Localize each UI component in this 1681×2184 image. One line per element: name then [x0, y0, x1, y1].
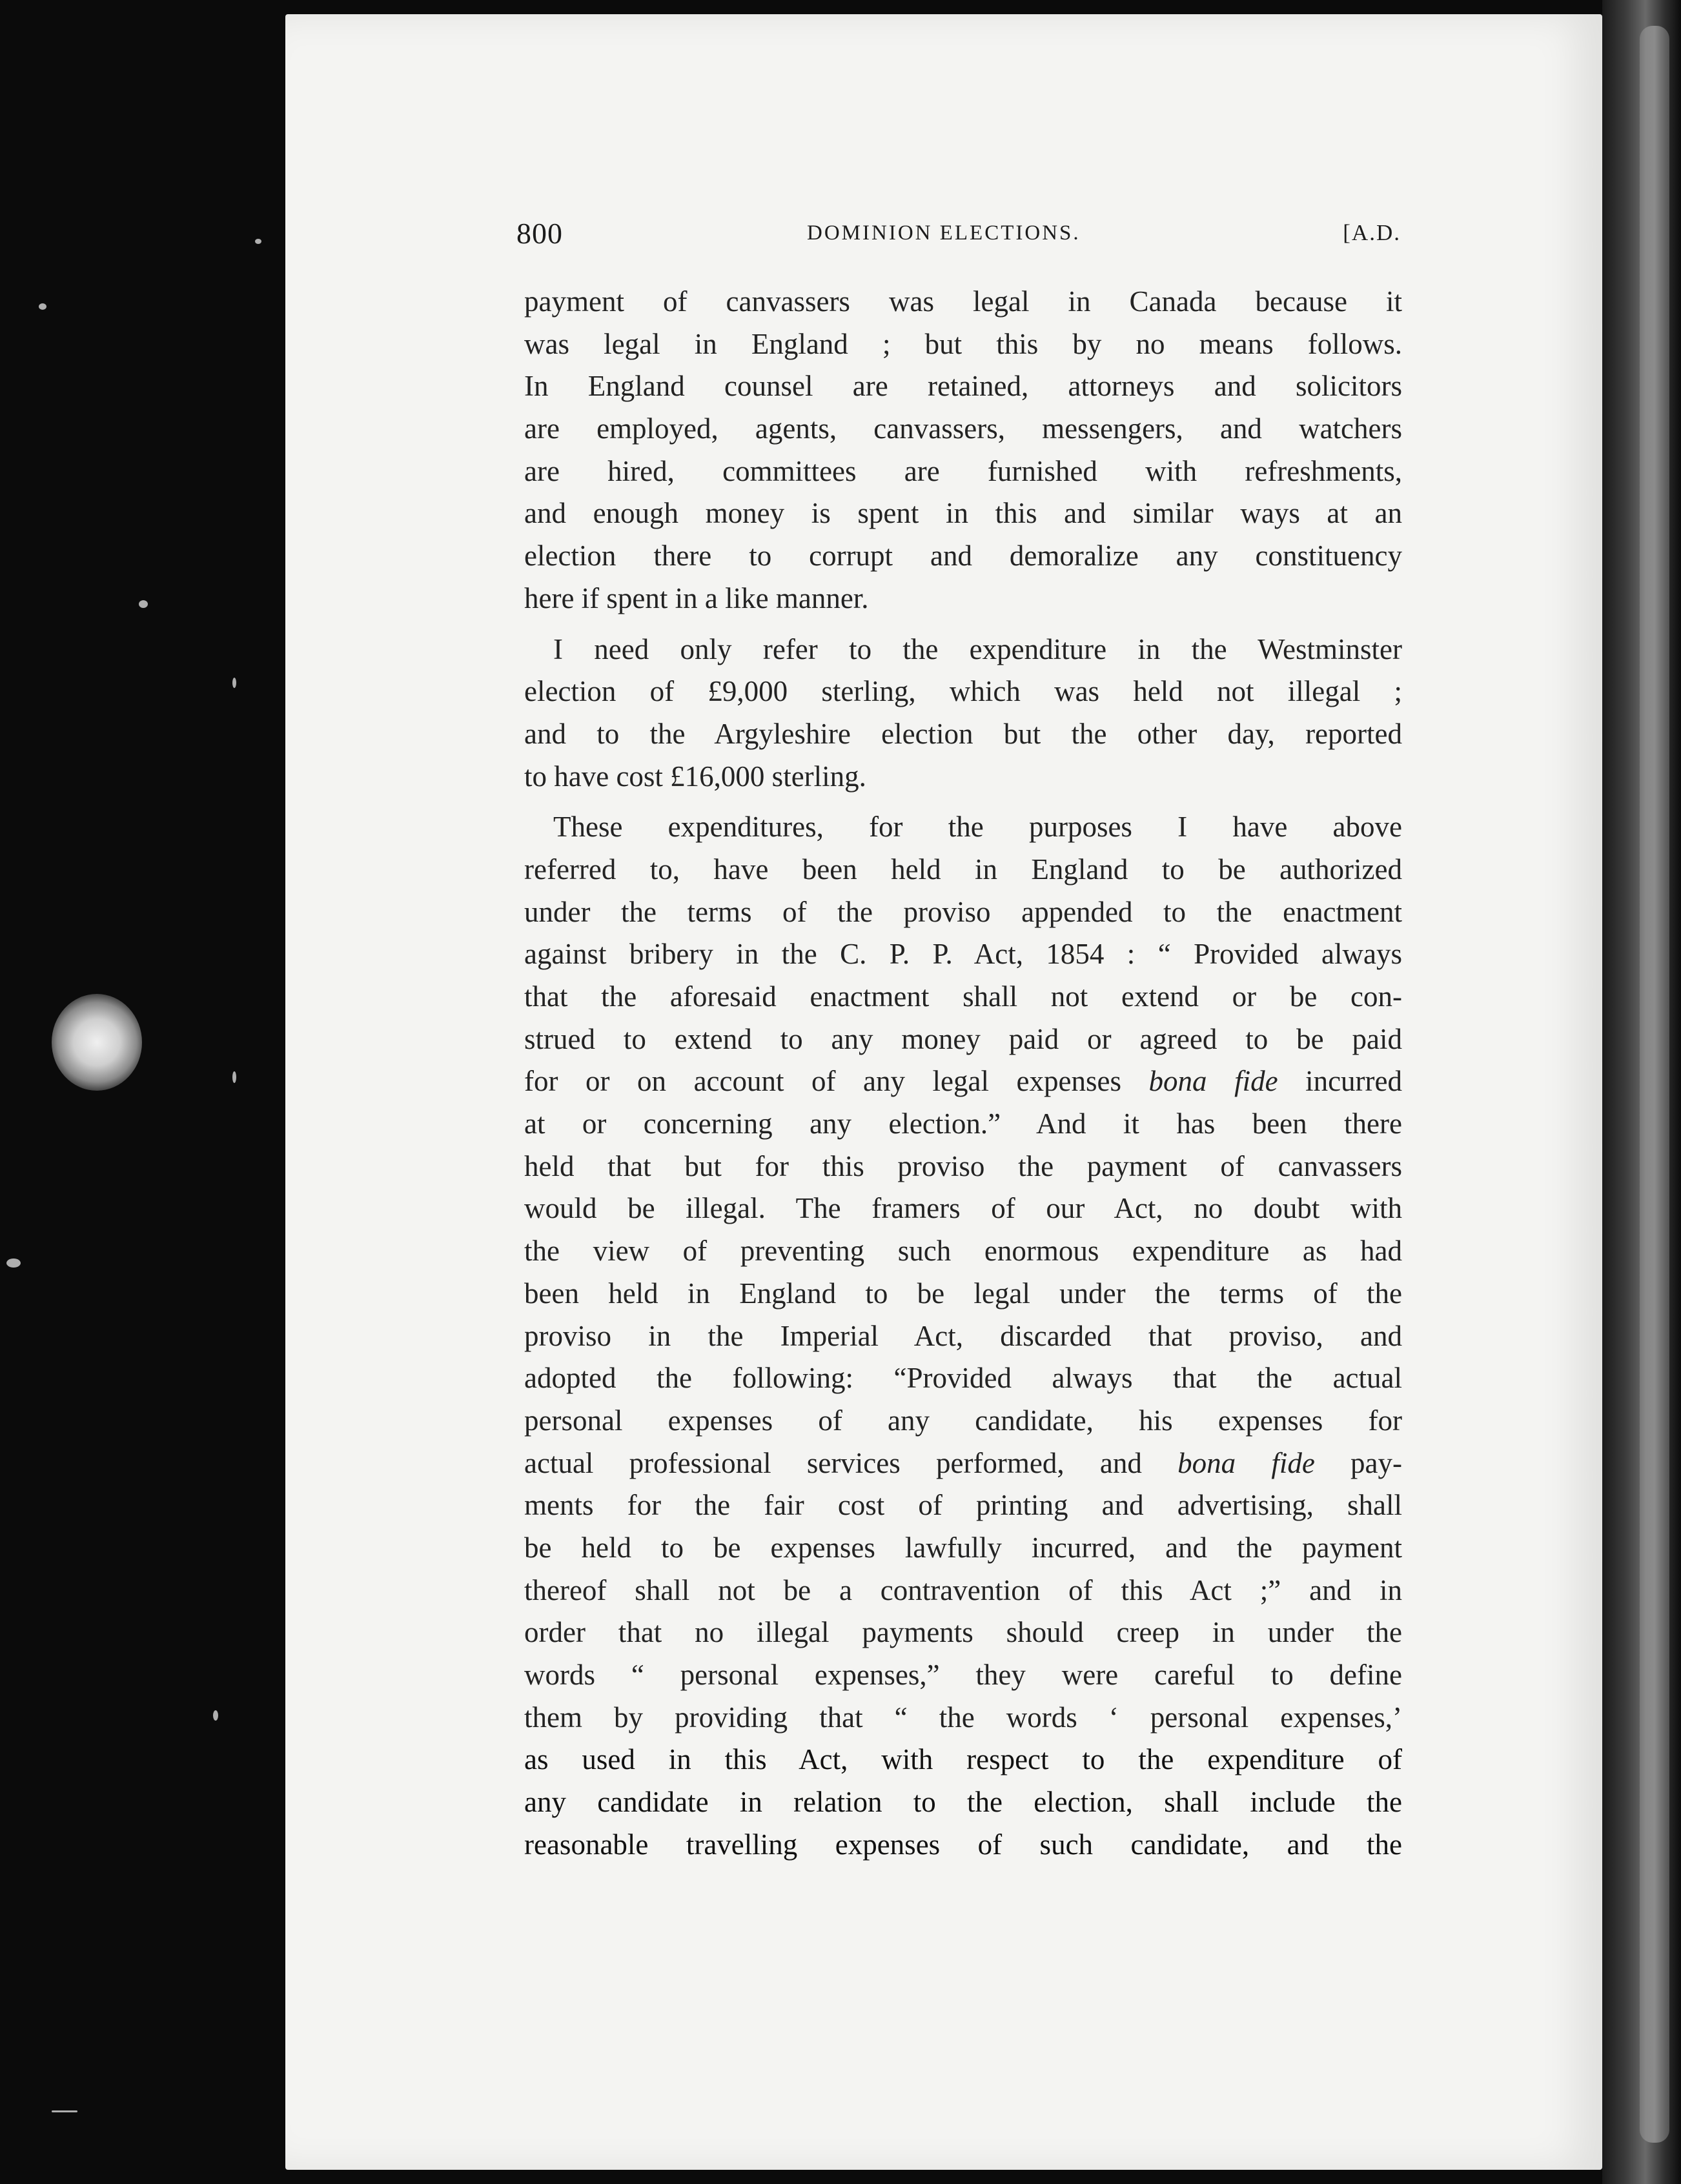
margin-stain: [52, 994, 142, 1091]
text-line: are employed, agents, canvassers, messengers, and watchers: [524, 412, 1402, 445]
text-line: to have cost £16,000 sterling.: [524, 760, 866, 793]
italic-phrase: bona fide: [1148, 1065, 1278, 1098]
text-line: order that no illegal payments should creep in under the: [524, 1616, 1402, 1649]
text-line: adopted the following: “Provided always that the actual: [524, 1362, 1402, 1395]
text-line: personal expenses of any candidate, his expenses for: [524, 1404, 1402, 1437]
text-line: be held to be expenses lawfully incurred, and the payment: [524, 1531, 1402, 1564]
text-line: I need only refer to the expenditure in the Westminster: [553, 632, 1402, 665]
text-line: the view of preventing such enormous expenditure as had: [524, 1235, 1402, 1268]
text-line: under the terms of the proviso appended to the enactment: [524, 895, 1402, 928]
page-number: 800: [516, 217, 563, 250]
text-line: referred to, have been held in England to be authorized: [524, 853, 1402, 885]
text-line: words “ personal expenses,” they were careful to define: [524, 1659, 1402, 1691]
text-line: them by providing that “ the words ‘ personal expenses,’: [524, 1701, 1402, 1734]
text-line: would be illegal. The framers of our Act, no doubt with: [524, 1192, 1402, 1225]
text-line: been held in England to be legal under the terms of the: [524, 1277, 1402, 1309]
italic-phrase: bona fide: [1177, 1446, 1315, 1479]
text-line: are hired, committees are furnished with refreshments,: [524, 454, 1402, 487]
margin-speck: [232, 678, 236, 688]
body-text: [524, 281, 1402, 1866]
margin-speck: [232, 1071, 236, 1083]
text-line: any candidate in relation to the election, shall include the: [524, 1786, 1402, 1819]
text-line: thereof shall not be a contravention of this Act ;” and in: [524, 1573, 1402, 1606]
text-line: was legal in England ; but this by no means follows.: [524, 327, 1402, 360]
text-line: against bribery in the C. P. P. Act, 1854 : “ Provided always: [524, 938, 1402, 971]
text-line: at or concerning any election.” And it has been there: [524, 1107, 1402, 1140]
text-line: and enough money is spent in this and similar ways at an: [524, 497, 1402, 530]
paragraph-gap: [524, 798, 1402, 806]
paragraph: [524, 281, 1402, 620]
running-head: [516, 216, 1401, 255]
text-line: actual professional services performed, and bona fide pay-: [524, 1446, 1403, 1479]
text-line: strued to extend to any money paid or agreed to be paid: [524, 1022, 1402, 1055]
margin-speck: [6, 1259, 21, 1268]
text-line: ments for the fair cost of printing and advertising, shall: [524, 1489, 1402, 1522]
paragraph: [524, 806, 1402, 1866]
book-spine-edge: [1640, 26, 1669, 2143]
running-date-marker: [A.D.: [1343, 220, 1401, 245]
text-line: as used in this Act, with respect to the expenditure of: [524, 1743, 1402, 1776]
text-line: election there to corrupt and demoralize any constituency: [524, 540, 1402, 572]
text-line: reasonable travelling expenses of such candidate, and the: [524, 1828, 1402, 1861]
text-line: election of £9,000 sterling, which was held not illegal ;: [524, 675, 1402, 708]
text-line: In England counsel are retained, attorneys and solicitors: [524, 370, 1402, 403]
text-line: held that but for this proviso the payment of canvassers: [524, 1149, 1402, 1182]
text-line: These expenditures, for the purposes I have above: [553, 811, 1402, 844]
text-line: payment of canvassers was legal in Canada because it: [524, 285, 1402, 318]
text-line: here if spent in a like manner.: [524, 581, 869, 614]
margin-speck: [213, 1710, 218, 1721]
margin-speck: [39, 303, 46, 310]
paragraph: [524, 629, 1402, 798]
paragraph-gap: [524, 620, 1402, 629]
text-line: proviso in the Imperial Act, discarded that proviso, and: [524, 1319, 1402, 1352]
margin-speck: [255, 239, 261, 244]
margin-speck: [52, 2110, 77, 2112]
text-line: for or on account of any legal expenses bona fide incurred: [524, 1065, 1403, 1098]
text-line: that the aforesaid enactment shall not extend or be con-: [524, 980, 1402, 1013]
text-line: and to the Argyleshire election but the other day, reported: [524, 717, 1402, 750]
margin-speck: [139, 600, 148, 608]
running-title: DOMINION ELECTIONS.: [807, 221, 1081, 245]
